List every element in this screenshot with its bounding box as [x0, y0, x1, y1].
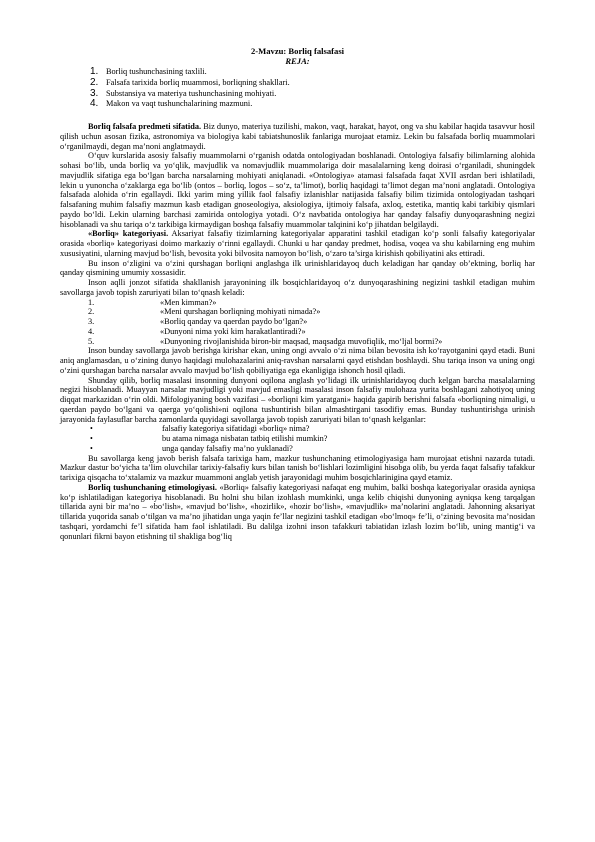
bullet-text: unga qanday falsafiy ma’no yuklanadi? [162, 443, 293, 453]
question-item [60, 317, 535, 327]
question-number: 2. [88, 307, 95, 317]
plan-item [60, 67, 535, 78]
question-text: «Borliq qanday va qaerdan paydo bo‘lgan?» [160, 317, 308, 327]
bullet-text: falsafiy kategoriya sifatidagi «borliq» nima? [162, 424, 310, 434]
paragraph: Shunday qilib, borliq masalasi insonning dunyoni oqilona anglash yo‘lidagi ilk urinishlaridayoq duch kelgan barcha masalalarning negizi hisoblanadi. Muayyan narsalar mavjudligi yoki mavjud emasligi masalasi inson falsafiy mulohaza yurita boshlagani zahotiyoq uning diqqat markazidan o‘rin oldi. Mifologiyaning bosh vazifasi – «borliqni kim yaratgani» haqida gapirib berishni falsafa «borliqning nimaligi, u qaerdan paydo bo‘lgani va qaerga yo‘qolishi»ni oqilona tushuntirish bilan almashtirgani tasodifiy emas. Bunday tushuntirishga urinish jarayonida faylasuflar barcha zamonlarda quyidagi savollarga javob topish zaruriyati bilan to‘qnash kelganlar: [60, 375, 535, 424]
question-number: 4. [88, 326, 95, 336]
question-item [60, 327, 535, 337]
question-item [60, 307, 535, 317]
paragraph: Bu savollarga keng javob berish falsafa tarixiga ham, mazkur tushunchaning etimologiyasiga ham murojaat etishni nazarda tutadi. Mazkur dastur bo‘yicha ta’lim oluvchilar tarixiy-falsafiy kurs bilan tanish bo‘lishlari lozimligini hisobga olib, bu yerda faqat falsafiy tafakkur tarixiga qisqacha to‘xtalamiz va mazkur muammoni anglab yetish jarayonidagi muhim bosqichlarinigina qayd etamiz. [60, 453, 535, 483]
question-item [60, 337, 535, 347]
question-text: «Dunyoning rivojlanishida biron-bir maqsad, maqsadga muvofiqlik, mo‘ljal bormi?» [160, 336, 443, 346]
question-number: 1. [88, 297, 95, 307]
plan-item-number: 4. [90, 98, 99, 110]
plan-item-number: 1. [90, 66, 99, 77]
section-borliq-predmet-paragraph [60, 122, 535, 151]
question-number: 5. [88, 336, 95, 346]
bullet-item [60, 424, 535, 434]
paragraph-text: Biz dunyo, materiya tuzilishi, makon, vaqt, harakat, hayot, ong va shu kabilar haqida tasavvur hosil qilish uchun asosan fizika, astronomiya va biologiya kabi tabiatshunoslik fanlariga murojaat etamiz. Lekin bu falsafada borliq muammolari o‘rganilmaydi, degan ma’noni anglatmaydi. [60, 122, 535, 151]
question-text: «Dunyoni nima yoki kim harakatlantiradi?» [160, 326, 306, 336]
question-text: «Meni qurshagan borliqning mohiyati nimada?» [160, 307, 321, 317]
paragraph-text: Aksariyat falsafiy tizimlarning kategoriyalar apparatini tashkil etadigan ko‘p sonli falsafiy kategoriyalar orasida «borliq» kategoriyasi doimo markaziy o‘rinni egallaydi. Chunki u har qanday predmet, hodisa, voqea va shu kabilarning eng muhim xususiyatini, ularning mavjud bo‘lish, bevosita yoki bilvosita namoyon bo‘lish, o‘zaro ta’sirga kirishish qobiliyatini aks ettiradi. [60, 229, 536, 258]
plan-item [60, 99, 535, 110]
question-number: 3. [88, 317, 95, 327]
bullet-item [60, 444, 535, 454]
plan-item-text: Makon va vaqt tushunchalarining mazmuni. [106, 99, 253, 109]
section-heading: Borliq falsafa predmeti sifatida. [88, 122, 202, 132]
section-heading: Borliq tushunchaning etimologiyasi. [88, 482, 217, 492]
plan-item [60, 78, 535, 89]
question-item [60, 298, 535, 308]
bullet-text: bu atama nimaga nisbatan tatbiq etilishi mumkin? [162, 434, 328, 444]
plan-item [60, 89, 535, 100]
plan-list [60, 67, 535, 110]
questions-list [60, 298, 535, 347]
plan-item-text: Borliq tushunchasining taxlili. [106, 67, 207, 76]
paragraph-text: «Borliq» falsafiy kategoriyasi nafaqat eng muhim, balki boshqa kategoriyalar orasida ayniqsa ko‘p ishlatiladigan kategoriya hisoblanadi. Bu holni shu bilan izohlash mumkinki, unga kelib chiqishi dunyoning ayniqsa keng tarqalgan tillarida ayni bir ma’no – «bo‘lish», «mavjud bo‘lish», «hozirlik», «hozir bo‘lish», «mavjudlik» ma’nolarini anglatadi. Jahonning aksariyat tillarida yuqorida sanab o‘tilgan va ma’no jihatidan unga yaqin fe’llar negizini tashkil etadigan «bo‘lmoq» fe’li, o‘zining bevosita ma’nosidan tashqari, yordamchi fe’l sifatida ham faol ishlatiladi. Bu dalilga izohni inson tafakkuri tabiatidan izlash lozim bo‘lib, uning mantig‘i va qonunlari fikrni bayon etishning til shakliga bog‘liq [60, 482, 535, 541]
bullet-icon: • [90, 424, 93, 434]
bullet-list [60, 424, 535, 453]
bullet-icon: • [90, 443, 93, 453]
page-title: 2-Mavzu: Borliq falsafasi [250, 46, 345, 56]
section-borliq-kategoriya-paragraph [60, 229, 535, 258]
bullet-item [60, 434, 535, 444]
plan-item-text: Falsafa tarixida borliq muammosi, borliqning shakllari. [106, 77, 290, 87]
paragraph: Inson bunday savollarga javob berishga kirishar ekan, uning ongi avvalo o‘zi nima bilan bevosita ish ko‘rayotganini qayd etadi. Buni aniq anglamasdan, u o‘zining dunyo haqidagi mulohazalarini aniq-ravshan narsalarni qayd etishdan boshlaydi. Shu tariqa inson va uning ongi o‘zini qurshagan barcha narsalar avvalo mavjud bo‘lish qobiliyatiga ega ekanligiga ishonch hosil qiladi. [60, 346, 535, 375]
paragraph: Bu inson o‘zligini va o‘zini qurshagan borliqni anglashga ilk urinishlaridayoq duch keladigan har qanday ob’ektning, borliq har qanday qismining umumiy xossasidir. [60, 258, 535, 278]
section-heading: «Borliq» kategoriyasi. [88, 229, 169, 239]
bullet-icon: • [90, 434, 93, 444]
question-text: «Men kimman?» [160, 297, 217, 307]
plan-item-number: 3. [90, 87, 99, 99]
paragraph: Inson aqlli jonzot sifatida shakllanish jarayonining ilk bosqichlaridayoq o‘z dunyoqarashining negizini tashkil etadigan muhim savollarga javob topish zaruriyati bilan to‘qnash keladi: [60, 278, 535, 297]
section-etimologiya-paragraph [60, 483, 535, 542]
ontology-paragraph: O‘quv kurslarida asosiy falsafiy muammolarni o‘rganish odatda ontologiyadan boshlanadi. Ontologiya falsafiy bilimlarning alohida sohasi bo‘lib, unda borliq va yo‘qlik, mavjudlik va nomavjudlik muammolariga doir masalalarning keng doirasi o‘rganiladi, shuningdek mavjudlik sifatiga ega bo‘lgan barcha narsalarning mohiyati aniqlanadi. «Ontologiya» atamasi falsafada faqat XVII asrdan beri ishlatiladi, lekin u yunoncha o‘zaklarga ega bo‘lib (ontos – borliq, logos – so‘z, ta’limot), borliq haqidagi ta’limot degan ma’noni anglatadi. Ontologiya falsafada alohida o‘rin egallaydi. Ikki yarim ming yillik faol falsafiy izlanishlar natijasida falsafiy bilim tizimida ontologiyadan tashqari falsafaning muhim falsafiy mazmun kasb etadigan gnoseologiya, aksiologiya, ijtimoiy falsafa, axloq, estetika, mantiq kabi tarkibiy qismlari paydo bo‘ldi. Lekin ularning barchasi zamirida ontologiya yotadi. O‘z navbatida ontologiya har qanday falsafiy dunyoqarashning negizi hisoblanadi va shu tariqa o‘z tarkibiga kirmaydigan boshqa falsafiy muammolar talqinini ko‘p jihatdan belgilaydi. [60, 151, 535, 229]
plan-heading: REJA: [285, 56, 310, 66]
plan-item-number: 2. [90, 76, 99, 88]
document-page [60, 46, 535, 541]
plan-item-text: Substansiya va materiya tushunchasining mohiyati. [106, 88, 277, 98]
